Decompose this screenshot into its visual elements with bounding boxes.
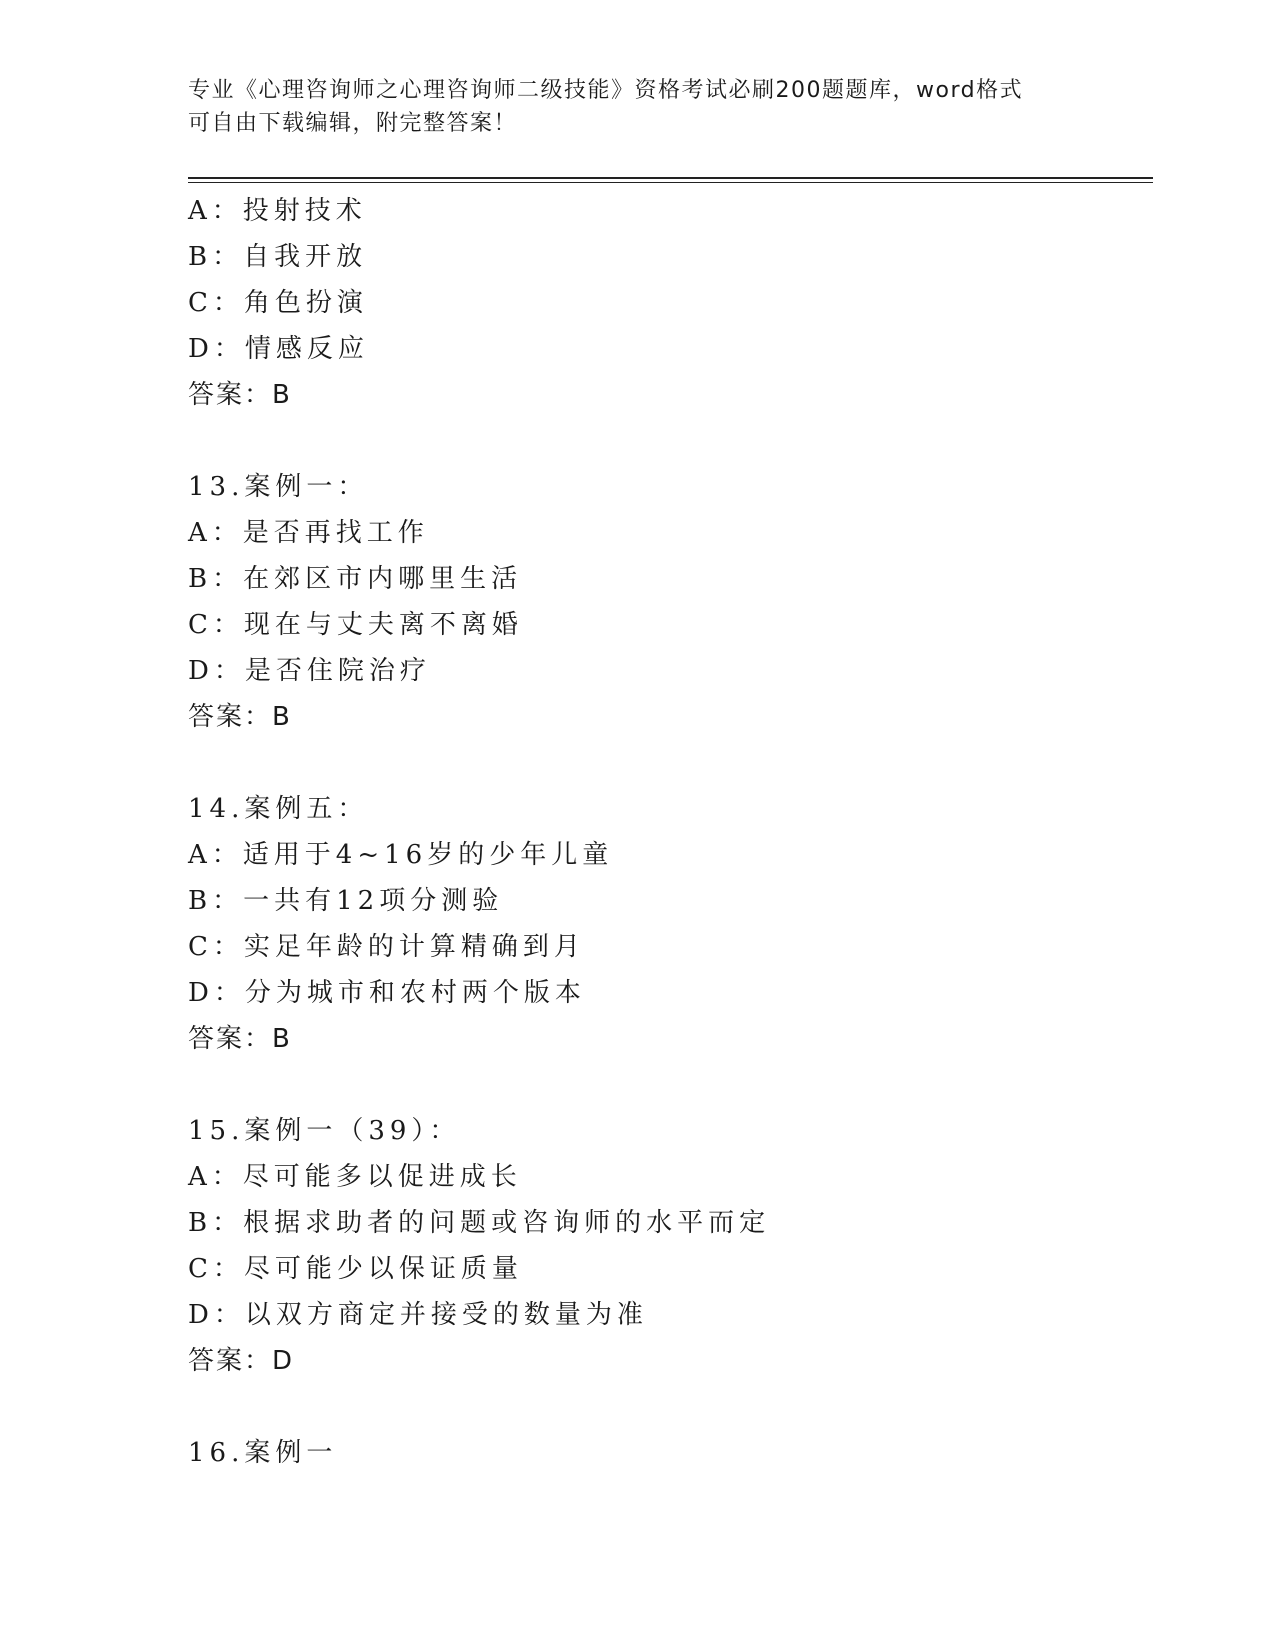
question-block-16 (188, 1430, 1148, 1476)
answer-line: 答案：B (188, 1024, 292, 1054)
option-d: D：以双方商定并接受的数量为准 (188, 1300, 648, 1330)
question-title: 15.案例一（39）： (188, 1116, 461, 1146)
option-c: C：角色扮演 (188, 288, 368, 318)
question-block-14 (188, 786, 1148, 1062)
option-a: A：适用于4~16岁的少年儿童 (188, 840, 614, 870)
option-b: B：自我开放 (188, 242, 368, 272)
option-b: B：根据求助者的问题或咨询师的水平而定 (188, 1208, 771, 1238)
answer-line: 答案：B (188, 380, 292, 410)
spacer (188, 1062, 1148, 1108)
option-b: B：在郊区市内哪里生活 (188, 564, 523, 594)
option-c: C：现在与丈夫离不离婚 (188, 610, 523, 640)
option-d: D：分为城市和农村两个版本 (188, 978, 586, 1008)
header-line-1: 专业《心理咨询师之心理咨询师二级技能》资格考试必刷200题题库，word格式 (188, 78, 1024, 103)
option-a: A：尽可能多以促进成长 (188, 1162, 522, 1192)
question-block-15 (188, 1108, 1148, 1384)
option-d: D：是否住院治疗 (188, 656, 431, 686)
option-d: D：情感反应 (188, 334, 369, 364)
answer-line: 答案：D (188, 1346, 295, 1376)
spacer (188, 1384, 1148, 1430)
header-divider-thin (188, 182, 1153, 183)
option-a: A：是否再找工作 (188, 518, 429, 548)
header-divider-thick (188, 177, 1153, 179)
option-c: C：实足年龄的计算精确到月 (188, 932, 585, 962)
question-title: 16.案例一 (188, 1438, 338, 1468)
option-b: B：一共有12项分测验 (188, 886, 504, 916)
question-list (188, 188, 1148, 1476)
option-a: A：投射技术 (188, 196, 367, 226)
answer-line: 答案：B (188, 702, 292, 732)
question-title: 14.案例五： (188, 794, 369, 824)
question-title: 13.案例一： (188, 472, 369, 502)
option-c: C：尽可能少以保证质量 (188, 1254, 523, 1284)
spacer (188, 418, 1148, 464)
spacer (188, 740, 1148, 786)
question-block-12 (188, 188, 1148, 418)
question-block-13 (188, 464, 1148, 740)
header-line-2: 可自由下载编辑，附完整答案！ (188, 111, 518, 136)
document-header (188, 74, 1088, 140)
